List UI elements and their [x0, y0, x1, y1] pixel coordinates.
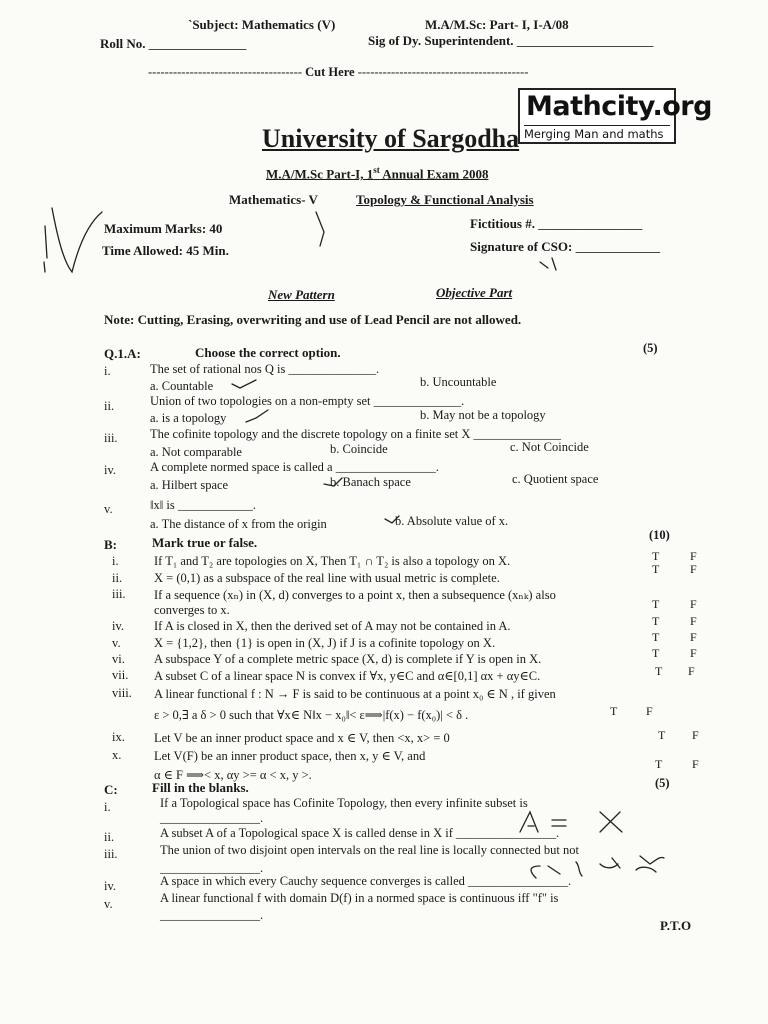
- margin-stroke-left: [45, 226, 47, 258]
- qb-2-false-option[interactable]: F: [690, 562, 697, 576]
- qb-8-false-option[interactable]: F: [646, 704, 653, 718]
- qc-label: C:: [104, 782, 118, 797]
- qa-2-opt-b: b. May not be a topology: [420, 408, 546, 422]
- qb-4-text: If A is closed in X, then the derived set of A may not be contained in A.: [154, 619, 511, 633]
- tick-mark-a2: [246, 410, 268, 422]
- qb-1-false-option[interactable]: F: [690, 549, 697, 563]
- tick-mark-a4: [324, 478, 342, 486]
- qb-3-text: If a sequence (xₙ) in (X, d) converges to a point x, then a subsequence (xₙₖ) also: [154, 588, 556, 602]
- qb-6-false-option[interactable]: F: [690, 646, 697, 660]
- qb-10-true-option[interactable]: T: [655, 757, 663, 771]
- qc-1-text: If a Topological space has Cofinite Topology, then every infinite subset is: [160, 796, 528, 810]
- pto: P.T.O: [660, 918, 692, 933]
- qb-8-text-cont: ε > 0,∃ a δ > 0 such that ∀x∈ N‖x − x₀‖< ε⟹|f(x) − f(x₀)| < δ .: [154, 708, 469, 722]
- qa-4-opt-a: a. Hilbert space: [150, 478, 229, 492]
- qa-2-opt-a: a. is a topology: [150, 411, 227, 425]
- qb-10-text: Let V(F) be an inner product space, then x, y ∈ V, and: [154, 749, 426, 763]
- qb-8-text: A linear functional f : N → F is said to be continuous at a point x₀ ∈ N , if given: [154, 687, 556, 701]
- handwritten-answer-dense: [520, 812, 622, 832]
- qc-2-text: A subset A of a Topological space X is called dense in X if ________________.: [160, 826, 560, 840]
- roll-no-label: Roll No. _______________: [100, 36, 247, 51]
- tick-mark-a5: [385, 516, 399, 523]
- qc-marks: (5): [655, 776, 670, 790]
- paper-code: M.A/M.Sc: Part- I, I-A/08: [425, 17, 569, 32]
- qb-9-false-option[interactable]: F: [692, 728, 699, 742]
- qc-3-text: The union of two disjoint open intervals on the real line is locally connected but not: [160, 843, 580, 857]
- qa-4-opt-c: c. Quotient space: [512, 472, 599, 486]
- objective-part: Objective Part: [436, 285, 513, 300]
- qb-4-num: iv.: [112, 619, 125, 633]
- handwritten-note-top: [612, 856, 664, 868]
- qb-5-text: X = {1,2}, then {1} is open in (X, J) if J is a cofinite topology on X.: [154, 636, 496, 650]
- qb-10-false-option[interactable]: F: [692, 757, 699, 771]
- qb-2-text: X = (0,1) as a subspace of the real line with usual metric is complete.: [154, 571, 500, 585]
- qb-7-num: vii.: [112, 668, 129, 682]
- qa-2-num: ii.: [104, 399, 115, 413]
- qb-5-false-option[interactable]: F: [690, 630, 697, 644]
- scribble-cso: [540, 258, 556, 270]
- qb-1-true-option[interactable]: T: [652, 549, 660, 563]
- qa-2-text: Union of two topologies on a non-empty set ______________.: [150, 394, 465, 408]
- qc-2-num: ii.: [104, 830, 115, 844]
- qc-1-blank[interactable]: ________________.: [160, 811, 264, 825]
- scribble-title: [316, 212, 324, 246]
- exam-title: M.A/M.Sc Part-I, 1st Annual Exam 2008: [266, 165, 489, 182]
- qb-6-true-option[interactable]: T: [652, 646, 660, 660]
- qa-1-text: The set of rational nos Q is ______________.: [150, 362, 380, 376]
- qc-5-blank[interactable]: ________________.: [160, 908, 264, 922]
- qb-3-true-option[interactable]: T: [652, 597, 660, 611]
- paper-name: Topology & Functional Analysis: [356, 192, 534, 207]
- max-marks: Maximum Marks: 40: [104, 221, 223, 236]
- cso-signature: Signature of CSO: _____________: [470, 239, 661, 254]
- qa-4-opt-b: b. Banach space: [330, 475, 411, 489]
- qb-5-true-option[interactable]: T: [652, 630, 660, 644]
- qa-5-opt-a: a. The distance of x from the origin: [150, 517, 327, 531]
- qb-7-false-option[interactable]: F: [688, 664, 695, 678]
- qc-5-num: v.: [104, 897, 113, 911]
- qa-3-text: The cofinite topology and the discrete topology on a finite set X ______________: [150, 427, 562, 441]
- qb-4-false-option[interactable]: F: [690, 614, 697, 628]
- qc-3-num: iii.: [104, 847, 118, 861]
- qa-heading: Choose the correct option.: [195, 345, 341, 360]
- qa-1-num: i.: [104, 364, 111, 378]
- qc-heading: Fill in the blanks.: [152, 780, 249, 795]
- mathcity-logo: Mathcity.org Merging Man and maths: [518, 88, 676, 144]
- qc-4-num: iv.: [104, 879, 117, 893]
- qc-4-text: A space in which every Cauchy sequence converges is called ________________.: [160, 874, 572, 888]
- qb-marks: (10): [649, 528, 670, 542]
- qa-4-num: iv.: [104, 463, 117, 477]
- note: Note: Cutting, Erasing, overwriting and use of Lead Pencil are not allowed.: [104, 312, 522, 327]
- cut-here-line: ------------------------------------- Cut Here -----------------------------------------: [148, 65, 529, 79]
- qa-label: Q.1.A:: [104, 346, 141, 361]
- qa-5-opt-b: b. Absolute value of x.: [395, 514, 509, 528]
- qb-3-text-cont: converges to x.: [154, 603, 230, 617]
- qc-1-num: i.: [104, 800, 111, 814]
- qa-3-opt-c: c. Not Coincide: [510, 440, 589, 454]
- qb-6-num: vi.: [112, 652, 125, 666]
- new-pattern: New Pattern: [268, 287, 335, 302]
- tick-mark-margin: [52, 208, 102, 272]
- qa-1-opt-a: a. Countable: [150, 379, 214, 393]
- qb-3-false-option[interactable]: F: [690, 597, 697, 611]
- qb-9-true-option[interactable]: T: [658, 728, 666, 742]
- time-allowed: Time Allowed: 45 Min.: [102, 243, 229, 258]
- qa-3-opt-a: a. Not comparable: [150, 445, 242, 459]
- margin-stroke-left-2: [44, 262, 45, 272]
- qb-8-true-option[interactable]: T: [610, 704, 618, 718]
- qc-3-blank[interactable]: ________________.: [160, 861, 264, 875]
- qb-8-num: viii.: [112, 686, 132, 700]
- qb-9-text: Let V be an inner product space and x ∈ V, then <x, x> = 0: [154, 731, 450, 745]
- handwritten-answer-complete: [531, 862, 656, 878]
- qb-10-num: x.: [112, 748, 122, 762]
- qa-3-opt-b: b. Coincide: [330, 442, 388, 456]
- qb-7-true-option[interactable]: T: [655, 664, 663, 678]
- qb-6-text: A subspace Y of a complete metric space (X, d) is complete if Y is open in X.: [154, 652, 542, 666]
- superintendent-signature: Sig of Dy. Superintendent. _____________________: [368, 33, 654, 48]
- qb-heading: Mark true or false.: [152, 535, 258, 550]
- qb-2-num: ii.: [112, 571, 123, 585]
- subject-line: `Subject: Mathematics (V): [188, 17, 336, 32]
- qb-3-num: iii.: [112, 587, 126, 601]
- qa-1-opt-b: b. Uncountable: [420, 375, 497, 389]
- qa-5-num: v.: [104, 502, 113, 516]
- university-name: University of Sargodha: [262, 124, 520, 153]
- qa-5-text: ‖x‖ is ____________.: [150, 498, 256, 512]
- qb-1-num: i.: [112, 554, 119, 568]
- qa-marks: (5): [643, 341, 658, 355]
- qb-4-true-option[interactable]: T: [652, 614, 660, 628]
- qb-label: B:: [104, 537, 117, 552]
- qb-7-text: A subset C of a linear space N is convex if ∀x, y∈C and α∈[0,1] αx + αy∈C.: [154, 669, 541, 683]
- tick-mark-a1: [232, 380, 256, 388]
- qc-5-text: A linear functional f with domain D(f) in a normed space is continuous iff "f" is: [160, 891, 559, 905]
- qb-9-num: ix.: [112, 730, 125, 744]
- qa-3-num: iii.: [104, 431, 118, 445]
- paper-number: Mathematics- V: [229, 192, 318, 207]
- qb-1-text: If T₁ and T₂ are topologies on X, Then T₁ ∩ T₂ is also a topology on X.: [154, 554, 511, 568]
- fictitious-number: Fictitious #. ________________: [470, 216, 643, 231]
- qa-4-text: A complete normed space is called a ________________.: [150, 460, 439, 474]
- qb-2-true-option[interactable]: T: [652, 562, 660, 576]
- qb-10-text-cont: α ∈ F ⟹< x, αy >= α < x, y >.: [154, 768, 312, 782]
- qb-5-num: v.: [112, 636, 121, 650]
